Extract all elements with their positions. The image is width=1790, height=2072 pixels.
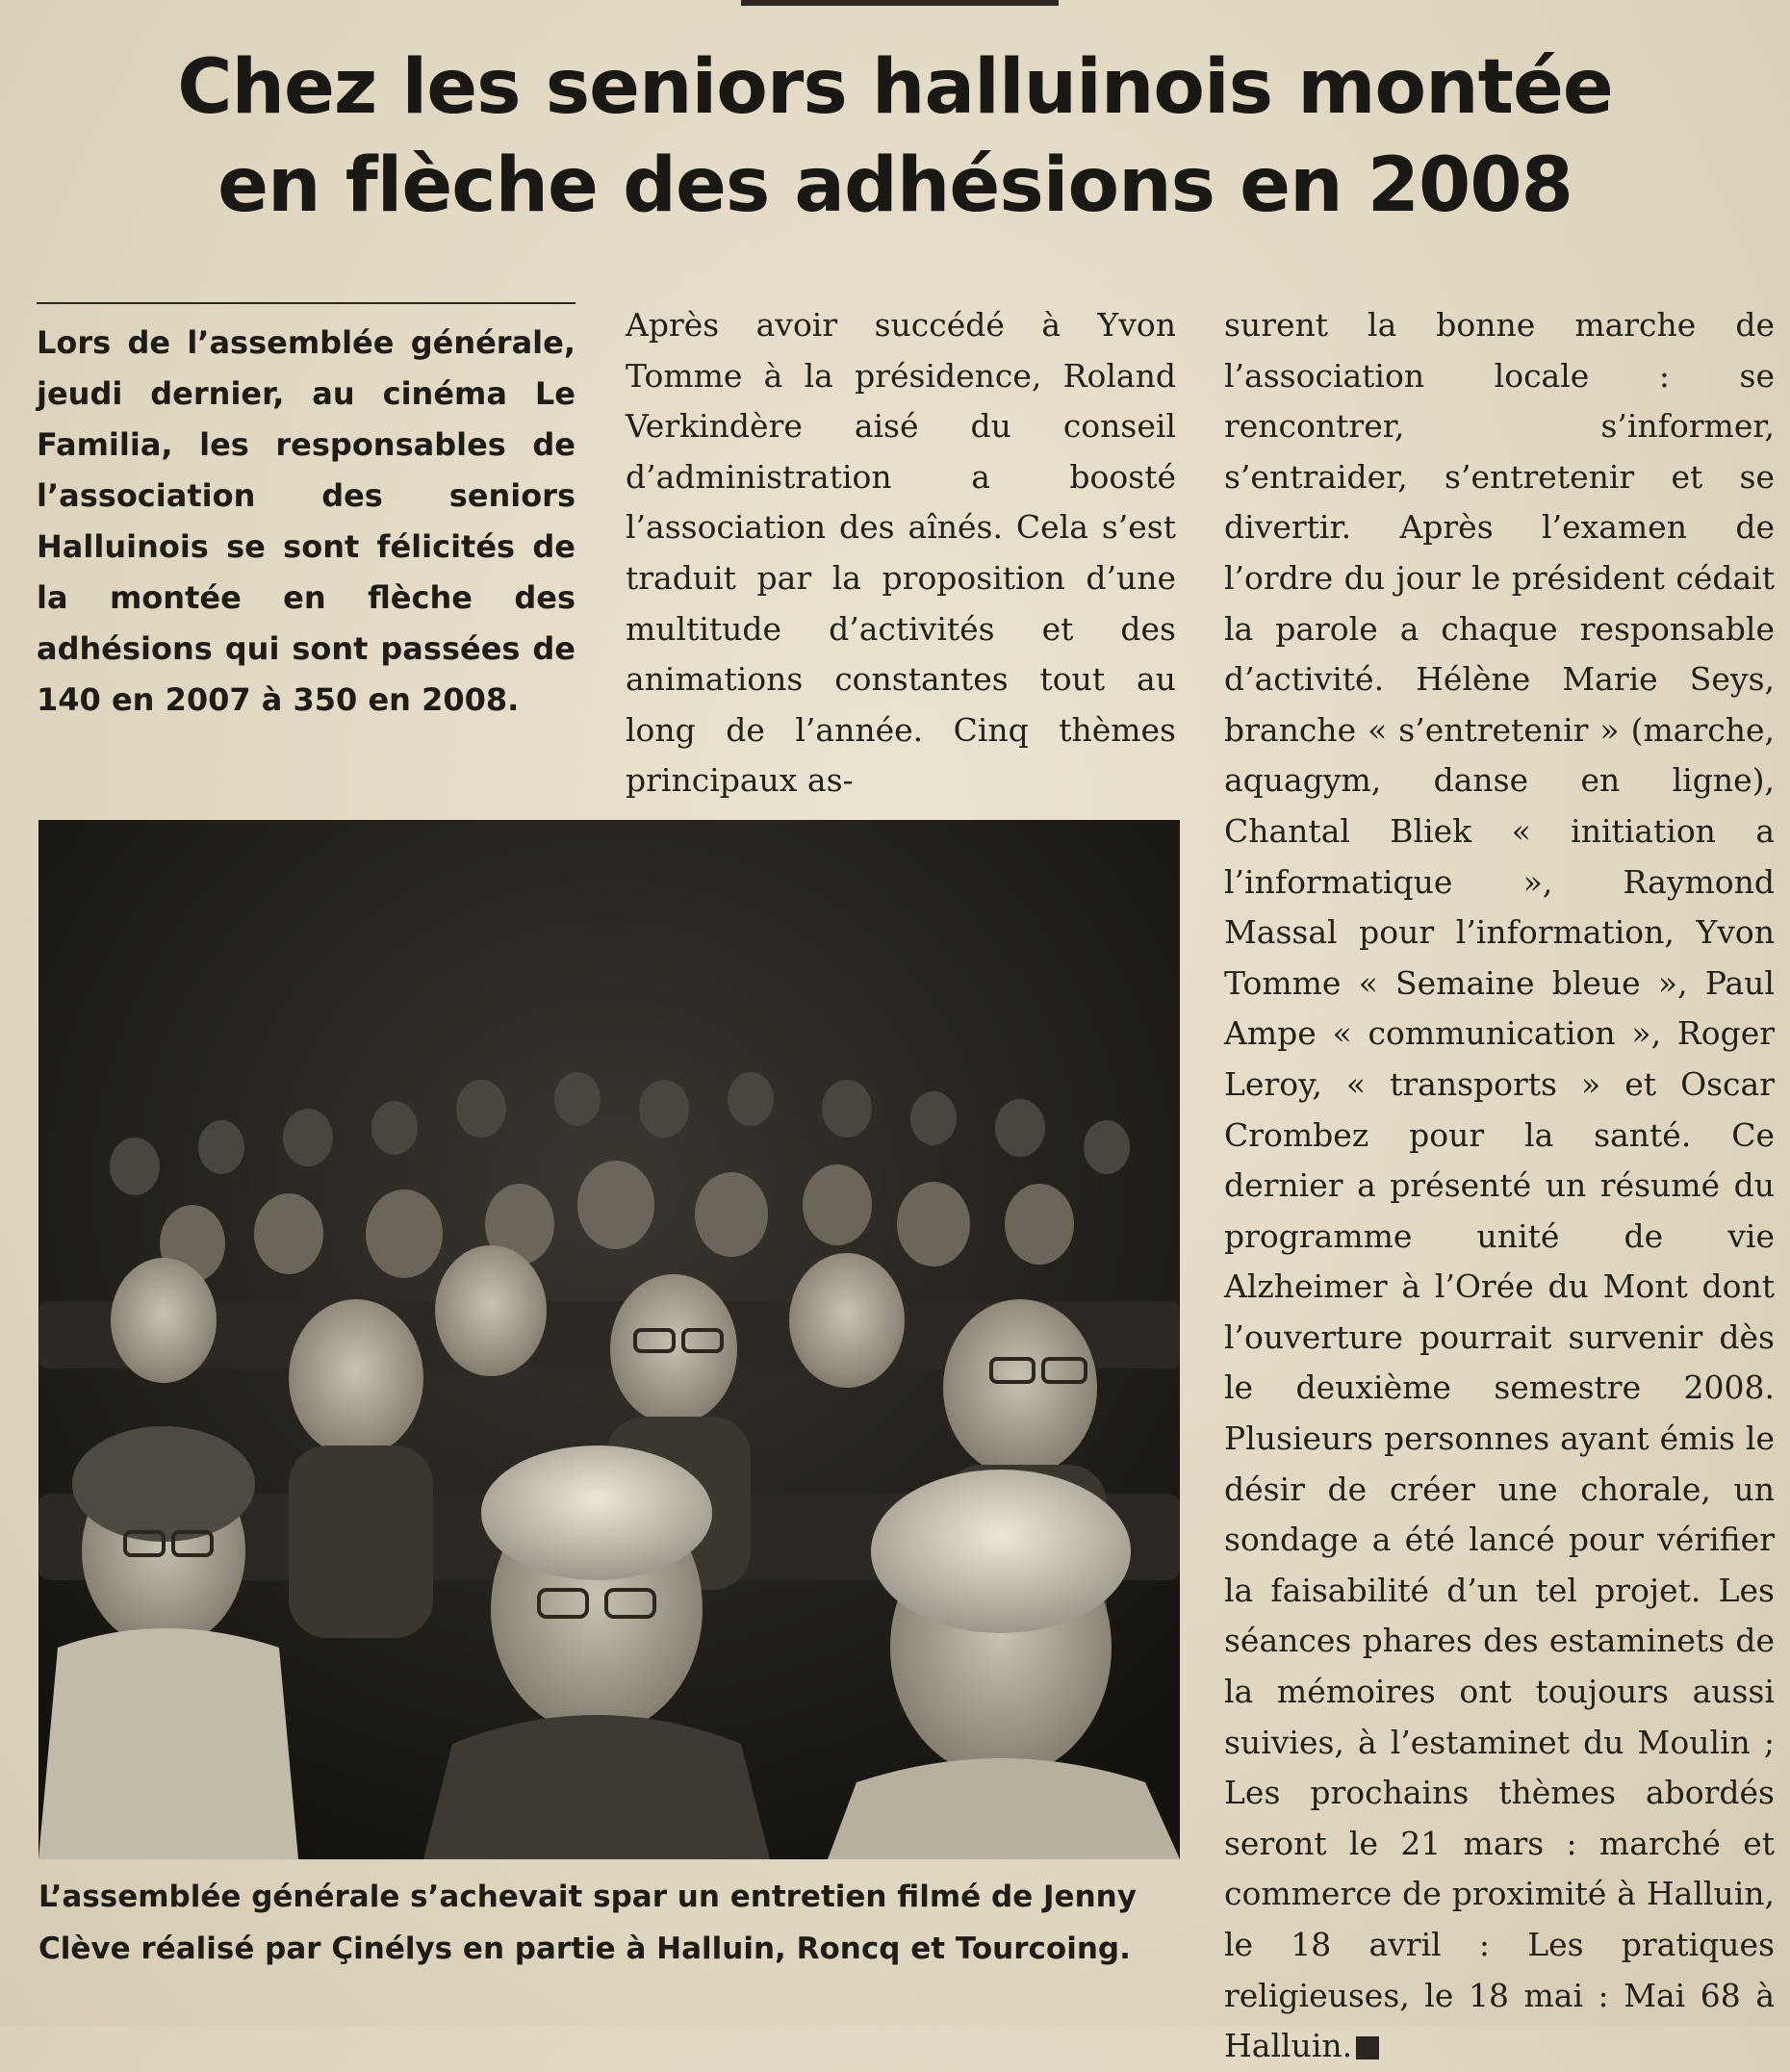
top-rule	[741, 0, 1059, 6]
headline	[38, 38, 1752, 235]
photo-caption: L’assemblée générale s’achevait spar un entretien filmé de Jenny Clève réalisé par Çinélys en partie à Halluin, Roncq et Tourcoing.	[38, 1880, 1137, 1966]
column-3-text: surent la bonne marche de l’association locale : se rencontrer, s’informer, s’entraider, s’entretenir et se divertir. Après l’examen de l’ordre du jour le président cédait la parole a chaque responsable d’activité. Hélène Marie Seys, branche « s’entretenir » (marche, aquagym, danse en ligne), Chantal Bliek « initiation a l’informatique », Raymond Massal pour l’information, Yvon Tomme « Semaine bleue », Paul Ampe « communication », Roger Leroy, « transports » et Oscar Crombez pour la santé. Ce dernier a présenté un résumé du programme unité de vie Alzheimer à l’Orée du Mont dont l’ouverture pourrait survenir dès le deuxième semestre 2008. Plusieurs personnes ayant émis le désir de créer une chorale, un sondage a été lancé pour vérifier la faisabilité d’un tel projet. Les séances phares des estaminets de la mémoires ont toujours aussi suivies, à l’estaminet du Moulin ; Les prochains thèmes abordés seront le 21 mars : marché et commerce de proximité à Halluin, le 18 avril : Les pratiques religieuses, le 18 mai : Mai 68 à Halluin.	[1224, 306, 1775, 2065]
body-column-3	[1224, 300, 1775, 2065]
audience-photo	[38, 820, 1180, 1859]
lede-paragraph: Lors de l’assemblée générale, jeudi dernier, au cinéma Le Familia, les responsables de l’association des seniors Halluinois se sont félicités de la montée en flèche des adhésions qui sont passées de 140 en 2007 à 350 en 2008.	[37, 324, 575, 718]
audience-photo-illustration	[38, 820, 1180, 1859]
headline-line-2: en flèche des adhésions en 2008	[217, 142, 1573, 229]
headline-line-1: Chez les seniors halluinois montée	[177, 44, 1613, 131]
body-column-2	[626, 300, 1176, 806]
end-of-article-mark	[1356, 2036, 1379, 2059]
column-2-text: Après avoir succédé à Yvon Tomme à la présidence, Roland Verkindère aisé du conseil d’administration a boosté l’association des aînés. Cela s’est traduit par la proposition d’une multitude d’activités et des animations constantes tout au long de l’année. Cinq thèmes principaux as-	[626, 306, 1176, 800]
lede-rule	[37, 302, 575, 304]
